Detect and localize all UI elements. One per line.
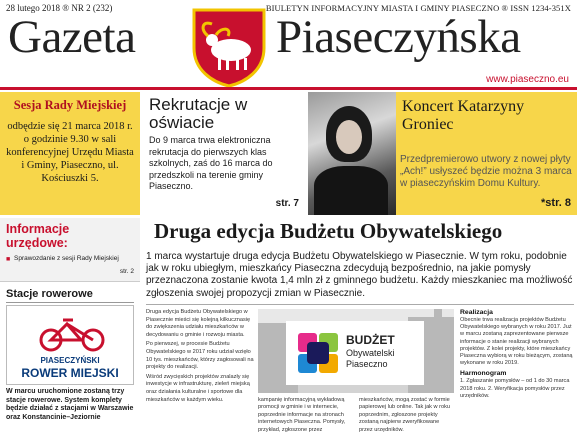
koncert-text: Przedpremierowo utwory z nowej płyty „Ach!” usłyszeć będzie można 3 marca w piaseczyńskim Domu Kultury.	[400, 154, 572, 189]
stacje-text: W marcu uruchomione zostaną trzy stacje rowerowe. System komplety będzie działać z stacjami w Warszawie oraz Konstancinie–Jeziornie	[6, 388, 134, 421]
sesja-heading: Sesja Rady Miejskiej	[13, 98, 127, 112]
sesja-text: odbędzie się 21 marca 2018 r. o godzinie 9.30 w sali konferencyjnej Urzędu Miasta i Gminy, Piaseczno, ul. Kościuszki 5.	[6, 121, 134, 184]
article-lead: 1 marca wystartuje druga edycja Budżetu Obywatelskiego w Piasecznie. W tym roku, podobnie jak w roku ubiegłym, mieszkańcy Piaseczna zdecydują bezpośrednio, na jakie pomysły przeznaczona zostanie kwota 1,4 mln zł z gminnego budżetu. Każdy mieszkaniec ma możliwość zgłoszenia swojej propozycji zmian w Piasecznie.	[146, 251, 573, 299]
coat-of-arms-icon	[186, 4, 272, 88]
koncert-box[interactable]	[308, 92, 577, 215]
rekrutacje-text: Do 9 marca trwa elektroniczna rekrutacja do pierwszych klas szkolnych, zaś do 16 marca do przedszkoli na terenie gminy Piaseczno.	[149, 135, 273, 192]
rekrutacje-page: str. 7	[275, 198, 299, 209]
issue-date: 28 lutego 2018 ® NR 2 (232)	[6, 3, 113, 13]
sesja-box	[0, 92, 140, 215]
informacje-box	[0, 218, 140, 282]
bullet-icon: ■	[6, 256, 11, 263]
realizacja-heading: Realizacja	[460, 309, 493, 316]
budzet-line2: Obywatelski	[346, 348, 395, 358]
article-paragraph: Druga edycja Budżetu Obywatelskiego w Piasecznie mieści się kolejną kilkucznasię do zwiększenia udziału mieszkańców w decydowaniu o gminie i rozwoju miasta.	[146, 309, 251, 338]
budzet-logo-icon	[294, 329, 342, 377]
article-headline: Druga edycja Budżetu Obywatelskiego	[154, 219, 503, 243]
informacje-item[interactable]: ■ Sprawozdanie z sesji Rady Miejskiej	[6, 255, 119, 263]
budzet-graphic	[258, 309, 454, 393]
realizacja-text: Obecnie trwa realizacja projektów Budżetu Obywatelskiego wybranych w roku 2017. Już w marcu zostaną zaprezentowane pierwsze informacje o stanie realizacji wybranych projektów. Z kolei projekty, które mieszkańcy Piaseczna wybiorą w roku bieżącym, zostaną wykonane w roku 2019.	[460, 317, 573, 367]
harmonogram-heading: Harmonogram	[460, 370, 507, 378]
article-bottom-text: kampanię informacyjną wykładową promocji w gminie i w internecie, poprzednie informacje na stronach internetowych Piaseczna. Pomysły, przykład, zgłoszone przez mieszkańców, mogą zostać w formie papierowej lub online. Tak jak w roku poprzednim, zgłoszone projekty zostaną najpierw zweryfikowane przez urzędników.	[258, 397, 451, 433]
rower-miejski-logo	[6, 305, 134, 385]
harmonogram-text: 1. Zgłaszanie pomysłów – od 1 do 30 marca 2018 roku. 2. Weryfikacja pomysłów przez urzędników.	[460, 378, 570, 399]
article-right-col	[460, 309, 574, 403]
masthead-divider	[0, 87, 577, 90]
informacje-heading: Informacje urzędowe:	[6, 222, 70, 250]
bike-icon	[37, 314, 107, 352]
article-paragraph: Wśród zwycięskich projektów znalazły się inwestycje w infrastrukturę, zieleń miejską oraz działania kulturalne i sportowe dla mieszkańców w każdym wieku.	[146, 373, 250, 403]
rekrutacje-box[interactable]	[143, 92, 305, 215]
budzet-card	[286, 321, 424, 385]
singer-photo	[308, 92, 396, 215]
title-gazeta: Gazeta	[8, 11, 136, 63]
stacje-heading: Stacje rowerowe	[6, 288, 93, 300]
title-piaseczynska: Piaseczyńska	[276, 11, 521, 63]
rower-logo-line2: ROWER MIEJSKI	[21, 366, 119, 380]
article-paragraph: Po pierwszej, w procesie Budżetu Obywatelskiego w 2017 roku udział wzięło 10 tys. mieszkańców, którzy zagłosowali na projekty do realizacji.	[146, 341, 254, 371]
budzet-line3: Piaseczno	[346, 359, 388, 369]
bulletin-info: BIULETYN INFORMACYJNY MIASTA I GMINY PIASECZNO ® ISSN 1234-351X	[265, 3, 571, 13]
stacje-divider	[6, 302, 134, 303]
koncert-page: *str. 8	[541, 197, 571, 209]
article-col1	[146, 309, 254, 406]
budzet-line1: BUDŻET	[346, 333, 395, 347]
article-divider	[146, 304, 574, 305]
informacje-item-page: str. 2	[119, 268, 134, 275]
rekrutacje-heading: Rekrutacje w oświacie	[149, 95, 248, 132]
rower-logo-line1: PIASECZYŃSKI	[40, 356, 100, 365]
site-link[interactable]: www.piaseczno.eu	[486, 74, 569, 85]
koncert-heading: Koncert Katarzyny Groniec	[402, 98, 525, 133]
